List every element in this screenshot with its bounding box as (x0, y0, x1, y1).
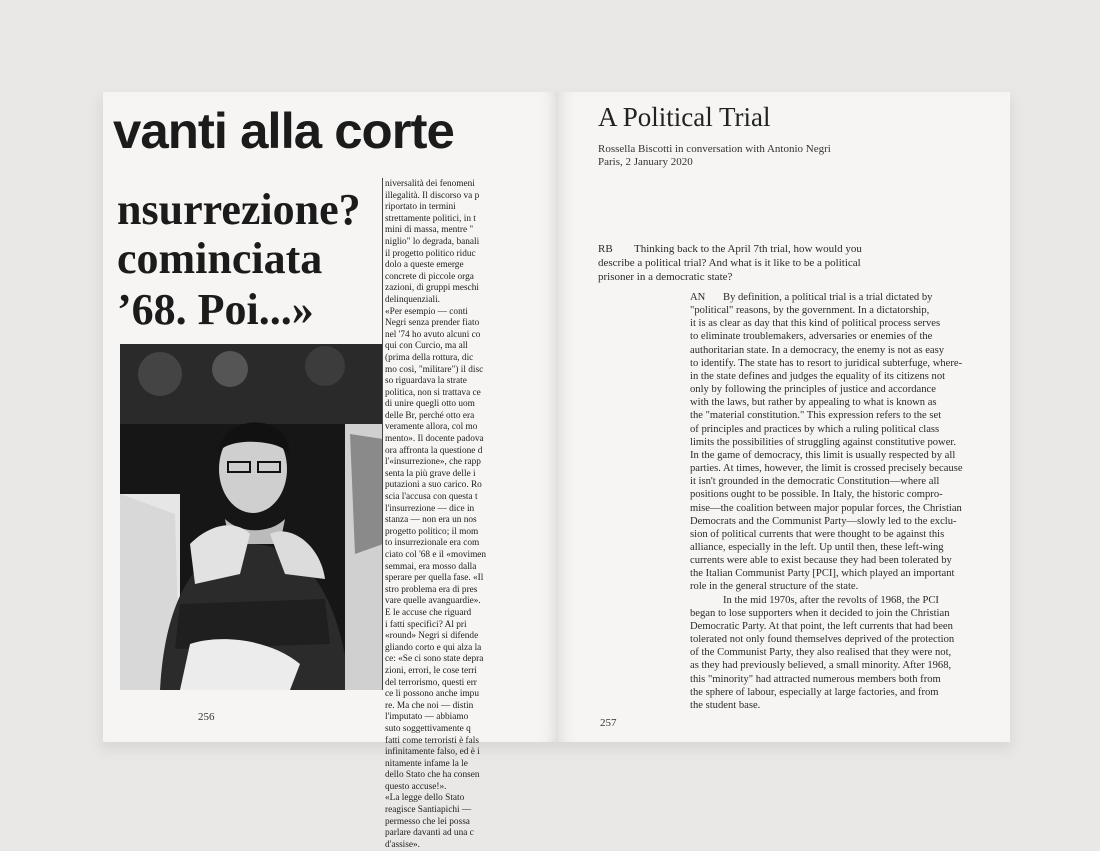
newspaper-column-line: gliando corto e qui alza la (385, 642, 482, 653)
newspaper-photo (120, 344, 383, 690)
answer-line: as they had previously believed, a small minority. After 1968, (690, 660, 952, 672)
column-rule (382, 178, 383, 690)
answer-line: Democrats and the Communist Party—slowly led to the exclu- (690, 515, 957, 527)
answer-line (690, 291, 968, 304)
newspaper-column-line: parlare davanti ad una c (385, 828, 474, 839)
newspaper-column-line: ce: «Se ci sono state depra (385, 654, 484, 665)
newspaper-column-line: ora affronta la questione d (385, 445, 483, 456)
answer-line: positions ought to be possible. In Italy, the historic compro- (690, 489, 943, 501)
answer-line: parties. At times, however, the limit is crossed precisely because (690, 463, 963, 475)
answer-line: of the Communist Party, they also realised that they were not, (690, 647, 952, 659)
newspaper-column-line: stanza — non era un nos (385, 515, 477, 526)
newspaper-column-line: ce li possono anche impu (385, 689, 479, 700)
newspaper-column-line: delinquenziali. (385, 294, 440, 305)
answer-line: sion of political currents that were thought to be against this (690, 528, 945, 540)
newspaper-column-line: (prima della rottura, dic (385, 352, 474, 363)
newspaper-column-line: «Per esempio — conti (385, 306, 468, 317)
answer-line: the Italian Communist Party [PCI], which played an important (690, 568, 955, 580)
newspaper-column-line: l'imputato — abbiamo (385, 712, 469, 723)
answer-line: it isn't grounded in the democratic Constitution—where all (690, 476, 940, 488)
newspaper-column-line: del terrorismo, questi err (385, 677, 477, 688)
newspaper-column-line: il progetto politico riduc (385, 248, 476, 259)
newspaper-column-line: ciato col '68 e il «movimen (385, 550, 487, 560)
newspaper-column-line: sperare per quella fase. «Il (385, 573, 484, 584)
newspaper-column-line: dolo a queste emerge (385, 260, 464, 271)
newspaper-column-line: re. Ma che noi — distin (385, 700, 474, 711)
newspaper-column-line: progetto politico; il mom (385, 526, 479, 537)
newspaper-column-line: niversalità dei fenomeni (385, 179, 475, 189)
answer-line: it is as clear as day that this kind of political process serves (690, 318, 941, 330)
article-title: A Political Trial (598, 102, 771, 132)
newspaper-column-line: mo così, "militare") il disc (385, 364, 484, 375)
newspaper-column-line: senta la più grave delle i (385, 468, 476, 479)
newspaper-column-line: i fatti specifici? Al pri (385, 619, 467, 630)
newspaper-column-line: concrete di piccole orga (385, 271, 474, 282)
answer-line: In the mid 1970s, after the revolts of 1968, the PCI (723, 594, 939, 606)
newspaper-column-line: nitamente infame la le (385, 758, 468, 769)
answer-line: alliance, especially in the left. Up until then, these left-wing (690, 541, 944, 553)
clipping-headline: vanti alla corte (113, 103, 454, 159)
answer-line: began to lose supporters when it decided to join the Christian (690, 607, 950, 619)
newspaper-column-line: mento». Il docente padova (385, 434, 484, 445)
answer-block (690, 291, 968, 712)
answer-line: currents were able to exist because they had been tolerated by (690, 555, 952, 567)
answer-line: to identify. The state has to resort to juridical subterfuge, where- (690, 357, 963, 369)
byline-authors: Rossella Biscotti in conversation with Antonio Negri (598, 143, 831, 155)
answer-line: mise—the coalition between major popular forces, the Christian (690, 502, 962, 514)
newspaper-column-line: fatti come terroristi è fals (385, 735, 479, 746)
answer-line: Democratic Party. At that point, the left currents that had been (690, 620, 953, 632)
newspaper-column-line: l'insurrezione — dice in (385, 503, 475, 514)
answer-line: the student base. (690, 699, 761, 711)
newspaper-column-line: permesso che lei possa (385, 816, 470, 827)
answer-line: In the game of democracy, this limit is usually respected by all (690, 449, 956, 461)
page-number-left: 256 (198, 711, 215, 723)
newspaper-column-line: so riguardava la strate (385, 376, 467, 387)
answer-line: to eliminate troublemakers, adversaries or enemies of the (690, 331, 933, 343)
newspaper-column-line: l'«insurrezione», che rapp (385, 457, 481, 468)
answer-line: only by following the principles of justice and accordance (690, 384, 936, 396)
newspaper-column-line: delle Br, perché otto era (385, 410, 475, 421)
newspaper-column-line: d'assise». (385, 839, 420, 850)
newspaper-photo-image (120, 344, 383, 690)
answer-line: with the laws, but rather by appealing to what is known as (690, 397, 937, 409)
newspaper-column-line: putazioni a suo carico. Ro (385, 480, 482, 491)
left-page (103, 92, 558, 850)
question-line: prisoner in a democratic state? (598, 271, 733, 284)
newspaper-column-line: «La legge dello Stato (385, 793, 465, 804)
byline (598, 143, 831, 169)
newspaper-column-line: E le accuse che riguard (385, 607, 472, 618)
newspaper-column-line: di unire quegli otto uom (385, 399, 475, 410)
answer-line: this "minority" had attracted numerous members both from (690, 673, 941, 685)
clipping-headline-line-2: cominciata (117, 234, 323, 283)
question-line: Thinking back to the April 7th trial, how would you (634, 243, 862, 255)
newspaper-column-line: illegalità. Il discorso va p (385, 190, 480, 201)
answer-line: of principles and practices by which a ruling political class (690, 423, 940, 435)
right-page (558, 92, 1010, 742)
newspaper-column-line: Negri senza prender fiato (385, 318, 480, 329)
newspaper-column (385, 179, 515, 850)
answer-line: limits the possibilities of struggling against constitutive power. (690, 436, 957, 448)
newspaper-column-line: niglio" lo degrada, banali (385, 236, 480, 247)
newspaper-column-line: dello Stato che ha consen (385, 770, 480, 781)
newspaper-column-line: politica, non si trattava ce (385, 387, 481, 398)
newspaper-column-line: stro problema era di pres (385, 584, 478, 595)
answer-line: authoritarian state. In a democracy, the enemy is not as easy (690, 344, 945, 356)
question-speaker: RB (598, 243, 613, 255)
newspaper-column-line: semmai, era mosso dalla (385, 561, 477, 572)
clipping-headline-line-3: ’68. Poi...» (117, 285, 314, 334)
newspaper-column-line: infinitamente falso, ed è i (385, 747, 480, 758)
newspaper-column-line: zioni, errori, le cose terri (385, 665, 477, 676)
newspaper-column-line: zazioni, di gruppi meschi (385, 283, 479, 294)
newspaper-column-line: qui con Curcio, ma all (385, 341, 468, 352)
newspaper-column-line: scia l'accusa con questa t (385, 492, 478, 503)
newspaper-column-line: «round» Negri si difende (385, 631, 479, 642)
answer-line: tolerated not only found themselves deprived of the protection (690, 634, 955, 646)
newspaper-column-line: vare quelle avanguardie». (385, 596, 481, 607)
newspaper-column-line: to insurrezionale era com (385, 538, 480, 549)
newspaper-column-line: nel '74 ho avuto alcuni co (385, 329, 481, 340)
newspaper-column-line: suto soggettivamente q (385, 723, 471, 734)
newspaper-column-line: strettamente politici, in t (385, 213, 476, 224)
byline-place-date: Paris, 2 January 2020 (598, 156, 693, 168)
newspaper-column-line: questo accuse!». (385, 781, 447, 792)
newspaper-column-line: reagisce Santiapichi — (385, 805, 472, 816)
newspaper-column-line: veramente allora, col mo (385, 422, 478, 433)
newspaper-column-line: riportato in termini (385, 202, 456, 213)
answer-line: the sphere of labour, especially at large factories, and from (690, 686, 939, 698)
page-number-right: 257 (600, 717, 617, 729)
answer-speaker: AN (690, 292, 706, 303)
newspaper-column-line: mini di massa, mentre " (385, 225, 474, 236)
clipping-headline-line-1: nsurrezione? (117, 185, 361, 234)
question-line: describe a political trial? And what is it like to be a political (598, 257, 861, 270)
answer-line: "political" reasons, by the government. In a dictatorship, (690, 305, 930, 317)
answer-line: role in the general structure of the state. (690, 581, 859, 593)
answer-line: in the state defines and judges the equality of its citizens not (690, 370, 946, 382)
answer-line: the "material constitution." This expression refers to the set (690, 410, 942, 422)
question-block (598, 242, 898, 285)
answer-line-text: By definition, a political trial is a trial dictated by (723, 292, 933, 303)
